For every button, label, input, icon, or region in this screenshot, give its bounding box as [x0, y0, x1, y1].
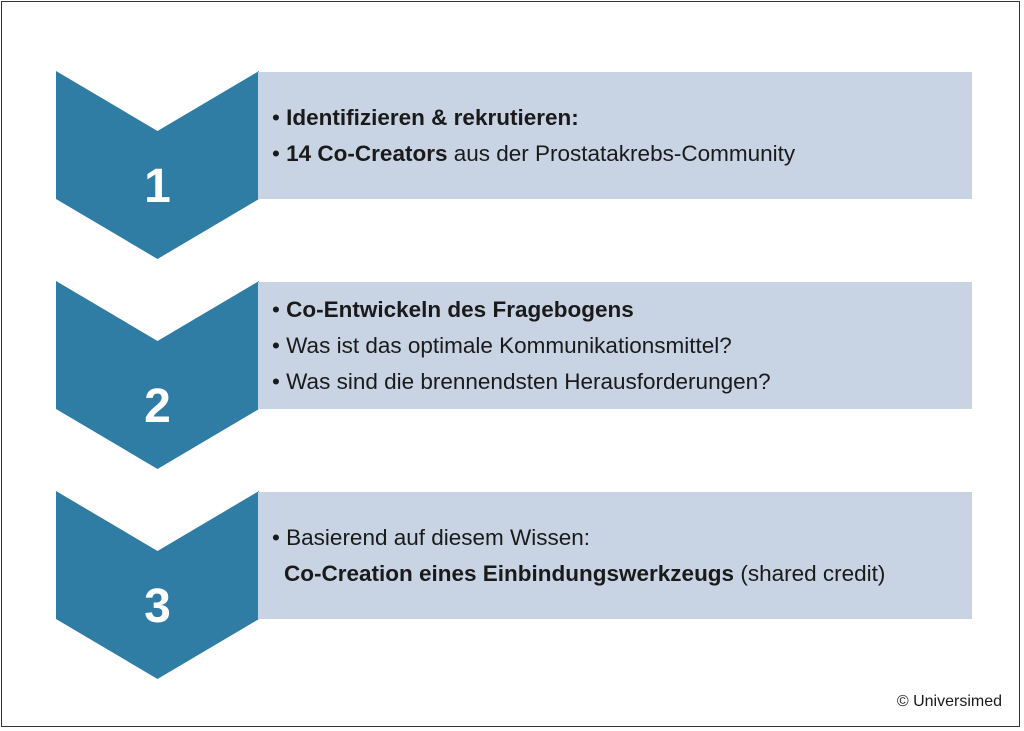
- step-1-line-1: [272, 100, 972, 136]
- step-1-box: [258, 72, 972, 199]
- step-1-chevron: [56, 71, 259, 259]
- step-3-number: 3: [144, 580, 171, 633]
- step-1-line-2: [272, 136, 972, 172]
- bullet: •: [272, 332, 280, 358]
- step-3: [0, 491, 1024, 681]
- bold-text: 14 Co-Creators: [286, 140, 448, 166]
- step-3-line-1: [272, 520, 972, 556]
- step-3-line-2: [272, 556, 972, 592]
- copyright-notice: © Universimed: [896, 693, 1002, 710]
- step-3-box: [258, 492, 972, 619]
- step-1-number: 1: [144, 160, 171, 213]
- normal-text: Basierend auf diesem Wissen:: [286, 524, 591, 550]
- bold-text: Co-Entwickeln des Fragebogens: [286, 296, 634, 322]
- step-2-line-2: [272, 328, 972, 364]
- normal-text: (shared credit): [734, 560, 886, 586]
- step-1: [0, 71, 1024, 261]
- bold-text: Co-Creation eines Einbindungswerkzeugs: [284, 560, 735, 586]
- chevron-shape: [56, 281, 259, 469]
- step-2-number: 2: [144, 380, 171, 433]
- bullet: •: [272, 104, 280, 130]
- step-2: [0, 281, 1024, 471]
- step-2-line-3: [272, 364, 972, 400]
- step-3-chevron: [56, 491, 259, 679]
- normal-text: aus der Prostatakrebs-Community: [447, 140, 796, 166]
- step-2-line-1: [272, 292, 972, 328]
- normal-text: Was sind die brennendsten Herausforderungen?: [286, 368, 771, 394]
- step-2-box: [258, 282, 972, 409]
- step-2-chevron: [56, 281, 259, 469]
- bullet: •: [272, 368, 280, 394]
- normal-text: Was ist das optimale Kommunikationsmittel?: [286, 332, 732, 358]
- bullet: •: [272, 296, 280, 322]
- bullet: •: [272, 140, 280, 166]
- bullet: •: [272, 524, 280, 550]
- bold-text: Identifizieren & rekrutieren:: [286, 104, 579, 130]
